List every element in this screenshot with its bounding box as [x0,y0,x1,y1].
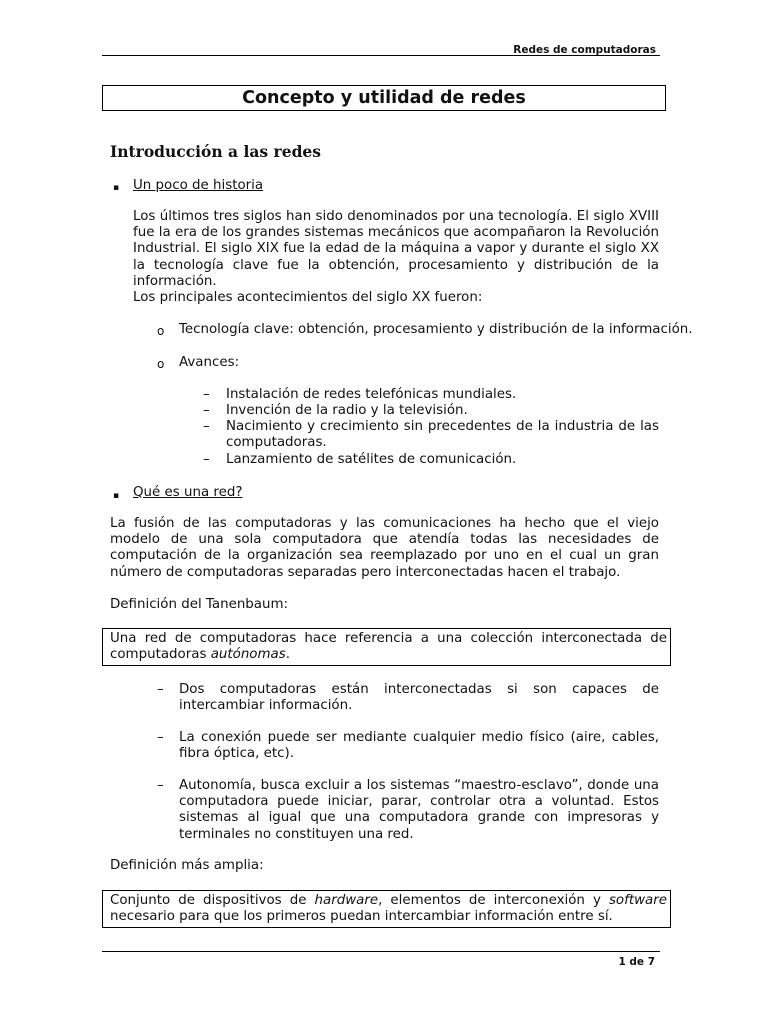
dash-bullet: – [157,682,164,697]
broader-definition-label: Definición más amplia: [110,858,264,873]
circle-bullet-icon: o [157,357,165,371]
dash-bullet: – [203,452,210,467]
key-technology-item: Tecnología clave: obtención, procesamiento y distribución de la información. [179,322,693,337]
page-number: 1 de 7 [618,956,655,968]
advance-item: Nacimiento y crecimiento sin precedentes de la industria de las computadoras. [226,419,659,451]
dash-bullet: – [203,403,210,418]
tanenbaum-definition-box [102,628,671,666]
definition-text: necesario para que los primeros puedan intercambiar información entre sí. [110,909,613,925]
dash-bullet: – [203,387,210,402]
advance-item: Invención de la radio y la televisión. [226,403,468,418]
definition-period: . [285,647,290,663]
definition-text: Una red de computadoras hace referencia a una colección interconectada de computadoras [110,631,667,663]
dash-bullet: – [157,730,164,745]
advance-item: Lanzamiento de satélites de comunicación. [226,452,517,467]
square-bullet-icon: ▪ [113,183,120,193]
network-paragraph: La fusión de las computadoras y las comunicaciones ha hecho que el viejo modelo de una sola computadora que atendía todas las necesidades de computación de la organización sea reemplazado por uno en el cual un gran número de computadoras separadas pero interconectadas hacen el trabajo. [110,516,659,580]
subheading-network: Qué es una red? [133,485,243,500]
hardware-emphasis: hardware [314,893,379,908]
running-header: Redes de computadoras [513,44,656,56]
definition-point: La conexión puede ser mediante cualquier medio físico (aire, cables, fibra óptica, etc). [179,730,659,762]
events-intro: Los principales acontecimientos del siglo XX fueron: [133,290,483,305]
dash-bullet: – [157,778,164,793]
definition-point: Autonomía, busca excluir a los sistemas “maestro-esclavo”, donde una computadora puede iniciar, parar, controlar otra a voluntad. Estos sistemas al igual que una computadora grande con impresoras y terminales no constituyen una red. [179,778,659,842]
definition-emphasis: autónomas [210,647,286,663]
footer-rule [102,951,660,952]
circle-bullet-icon: o [157,324,165,338]
definition-point: Dos computadoras están interconectadas si son capaces de intercambiar información. [179,682,659,714]
square-bullet-icon: ▪ [113,491,120,501]
tanenbaum-label: Definición del Tanenbaum: [110,597,289,612]
advance-item: Instalación de redes telefónicas mundiales. [226,387,517,402]
software-emphasis: software [608,893,667,908]
section-heading: Introducción a las redes [110,142,322,161]
history-paragraph: Los últimos tres siglos han sido denominados por una tecnología. El siglo XVIII fue la era de los grandes sistemas mecánicos que acompañaron la Revolución Industrial. El siglo XIX fue la edad de la máquina a vapor y durante el siglo XX la tecnología clave fue la obtención, procesamiento y distribución de la información. [133,209,659,289]
header-rule [102,55,660,56]
broader-definition-box [102,890,671,928]
subheading-history: Un poco de historia [133,178,264,193]
definition-text: Conjunto de dispositivos de [110,893,315,908]
dash-bullet: – [203,419,210,434]
page-title: Concepto y utilidad de redes [102,85,666,111]
advances-item: Avances: [179,355,240,370]
definition-text: , elementos de interconexión y [378,893,609,908]
